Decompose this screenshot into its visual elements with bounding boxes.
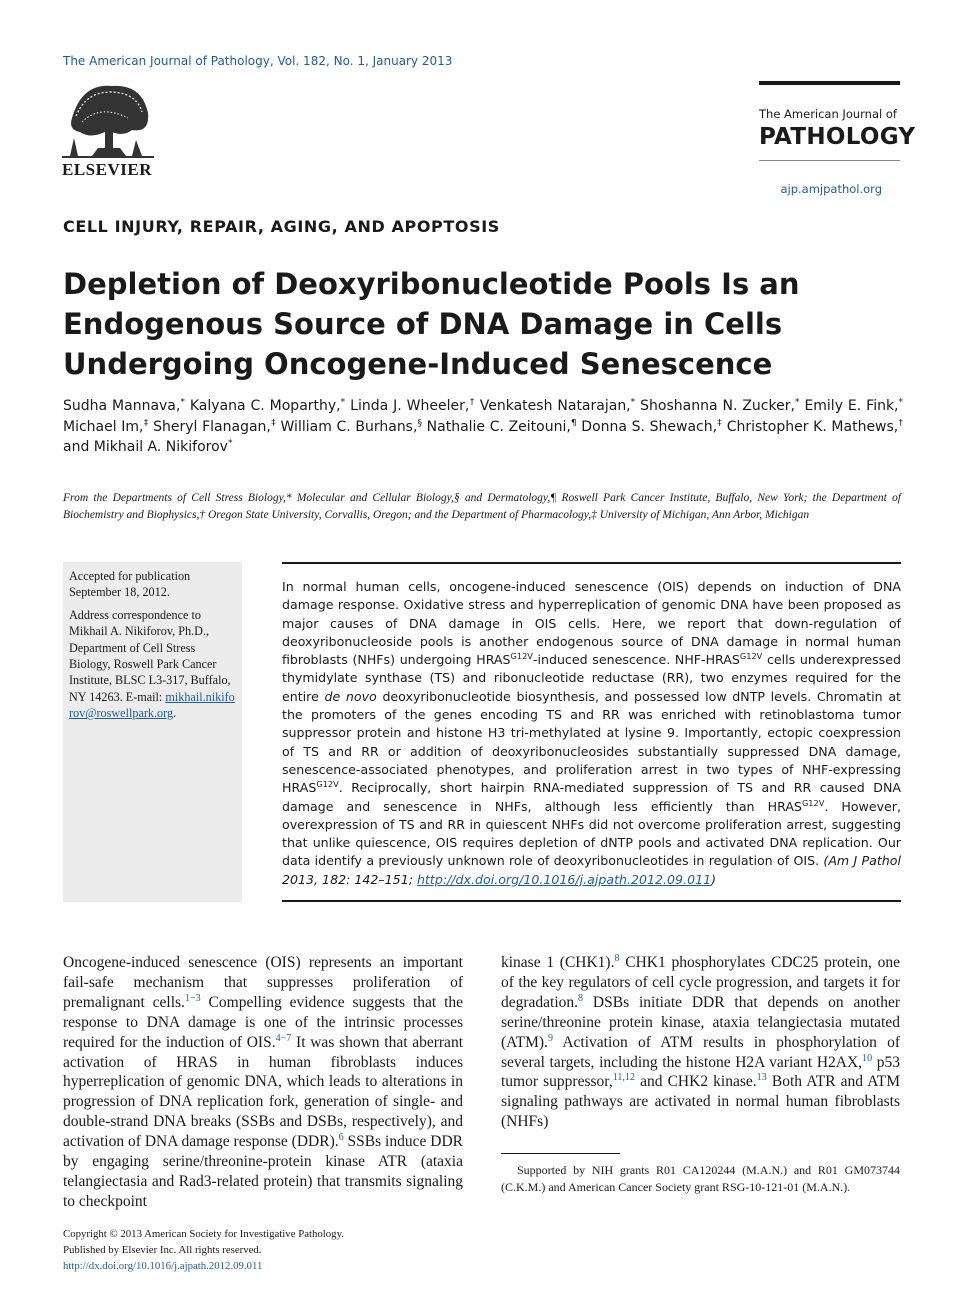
copyright-line: Copyright © 2013 American Society for Investigative Pathology. (63, 1228, 344, 1240)
author: and Mikhail A. Nikiforov* (63, 438, 233, 455)
author: Linda J. Wheeler,† (350, 397, 475, 414)
author: William C. Burhans,§ (280, 417, 422, 435)
reference-link[interactable]: 4−7 (275, 1032, 292, 1044)
article-doi-link[interactable]: http://dx.doi.org/10.1016/j.ajpath.2012.09.011 (63, 1259, 263, 1272)
brand-journal-name: PATHOLOGY (759, 124, 916, 150)
affiliations: From the Departments of Cell Stress Biology,* Molecular and Cellular Biology,§ and Dermatology,¶ Roswell Park Cancer Institute, Buffalo, New York; the Department of Biochemistry and Biophysics,† Oregon State University, Corvallis, Oregon; and the Department of Pharmacology,‡ University of Michigan, Ann Arbor, Michigan (63, 492, 901, 521)
reference-link[interactable]: 13 (756, 1072, 767, 1084)
email-link[interactable]: mikhail.nikiforov@roswellpark.org (69, 689, 235, 721)
abstract: In normal human cells, oncogene-induced senescence (OIS) depends on induction of DNA damage response. Oxidative stress and hyperreplication of genomic DNA have been proposed as major causes of DNA damage in OIS cells. Here, we report that down-regulation of deoxyribonucleoside pools is another endogenous source of DNA damage in normal human fibroblasts (NHFs) undergoing $HRAS^{G12V}$-induced senescence. NHF-$HRAS^{G12V}$ cells underexpressed thymidylate synthase (TS) and ribonucleotide reductase (RR), two enzymes required for the entire de novo deoxyribonucleotide biosynthesis, and possessed low dNTP levels. Chromatin at the promoters of the genes encoding TS and RR was enriched with retinoblastoma tumor suppressor protein and histone H3 tri-methylated at lysine 9. Importantly, ectopic coexpression of TS and RR or addition of deoxyribonucleosides substantially suppressed DNA damage, senescence-associated phenotypes, and proliferation arrest in two types of NHF-expressing $HRAS^{G12V}$. Reciprocally, short hairpin RNA-mediated suppression of TS and RR caused DNA damage and senescence in NHFs, although less efficiently than $HRAS^{G12V}$. However, overexpression of TS and RR in quiescent NHFs did not overcome proliferation arrest, suggesting that unlike quiescence, OIS requires depletion of dNTP pools and activated DNA replication. Our data identify a previously unknown role of deoxyribonucleotides in regulation of OIS. (Am J Pathol 2013, 182: 142–151; http://dx.doi.org/10.1016/j.ajpath.2012.09.011) (282, 579, 901, 887)
article-title: Depletion of Deoxyribonucleotide Pools Is an Endogenous Source of DNA Damage in Cells Undergoing Oncogene-Induced Senescence (63, 267, 800, 381)
abstract-doi-link[interactable]: http://dx.doi.org/10.1016/j.ajpath.2012.09.011 (416, 871, 712, 887)
body-column-left: Oncogene-induced senescence (OIS) represents an important fail-safe mechanism that suppresses proliferation of premalignant cells.$^{1-3}$ Compelling evidence suggests that the response to DNA damage is one of the intrinsic processes required for the induction of OIS.$^{4-7}$ It was shown that aberrant activation of HRAS in human fibroblasts induces hyperreplication of genomic DNA, which leads to alterations in progression of DNA replication fork, generation of single- and double-strand DNA breaks (SSBs and DSBs, respectively), and activation of DNA damage response (DDR).$^6$ SSBs induce DDR by engaging serine/threonine-protein kinase ATR (ataxia telangiectasia and Rad3-related protein) that transmits signaling to checkpoint (63, 954, 464, 1210)
author: Donna S. Shewach,‡ (581, 417, 723, 435)
author: Nathalie C. Zeitouni,¶ (426, 417, 577, 435)
article-info-sidebar (63, 562, 242, 902)
author: Kalyana C. Moparthy,* (189, 397, 346, 414)
author: Venkatesh Natarajan,* (479, 397, 636, 414)
author: Christopher K. Mathews,† (726, 417, 904, 435)
footnote-rule (501, 1153, 620, 1154)
brand-bottom-rule (759, 160, 900, 161)
reference-link[interactable]: 11,12 (612, 1072, 635, 1084)
journal-url-link[interactable]: ajp.amjpathol.org (780, 182, 882, 196)
author: Michael Im,‡ (63, 417, 149, 435)
body-column-right: kinase 1 (CHK1).$^8$ CHK1 phosphorylates CDC25 protein, one of the key regulators of cell cycle progression, and targets it for degradation.$^8$ DSBs initiate DDR that depends on another serine/threonine protein kinase, ataxia telangiectasia mutated (ATM).$^9$ Activation of ATM results in phosphorylation of several targets, including the histone H2A variant H2AX,$^{10}$ p53 tumor suppressor,$^{11,12}$ and CHK2 kinase.$^{13}$ Both ATR and ATM signaling pathways are activated in normal human fibroblasts (NHFs) (501, 952, 901, 1131)
copyright-block (63, 1227, 463, 1274)
author: Emily E. Fink,* (804, 397, 904, 414)
funding-footnote: Supported by NIH grants R01 CA120244 (M.A.N.) and R01 GM073744 (C.K.M.) and American Cancer Society grant RSG-10-121-01 (M.A.N.). (501, 1163, 900, 1194)
journal-citation-line: The American Journal of Pathology, Vol. 182, No. 1, January 2013 (63, 54, 453, 68)
author: Sheryl Flanagan,‡ (153, 417, 276, 435)
author-list (63, 396, 903, 458)
reference-link[interactable]: 8 (614, 952, 620, 964)
elsevier-wordmark: ELSEVIER (62, 160, 152, 179)
reference-link[interactable]: 9 (547, 1032, 553, 1044)
brand-top-rule (759, 81, 900, 85)
section-heading: CELL INJURY, REPAIR, AGING, AND APOPTOSIS (63, 217, 500, 236)
correspondence: Address correspondence to Mikhail A. Nikiforov, Ph.D., Department of Cell Stress Biology, Roswell Park Cancer Institute, BLSC L3-317, Buffalo, NY 14263. E-mail: mikhail.nikiforov@roswellpark.org. (69, 607, 235, 721)
abstract-top-rule (282, 562, 901, 564)
abstract-bottom-rule (282, 900, 901, 902)
author: Shoshanna N. Zucker,* (640, 397, 800, 414)
reference-link[interactable]: 1−3 (184, 992, 201, 1004)
reference-link[interactable]: 8 (578, 992, 584, 1004)
reference-link[interactable]: 10 (862, 1052, 873, 1064)
reference-link[interactable]: 6 (338, 1132, 344, 1143)
publisher-line: Published by Elsevier Inc. All rights reserved. (63, 1243, 262, 1256)
author: Sudha Mannava,* (63, 397, 185, 414)
brand-subtitle: The American Journal of (759, 107, 897, 121)
accepted-date: Accepted for publication September 18, 2012. (69, 569, 191, 600)
